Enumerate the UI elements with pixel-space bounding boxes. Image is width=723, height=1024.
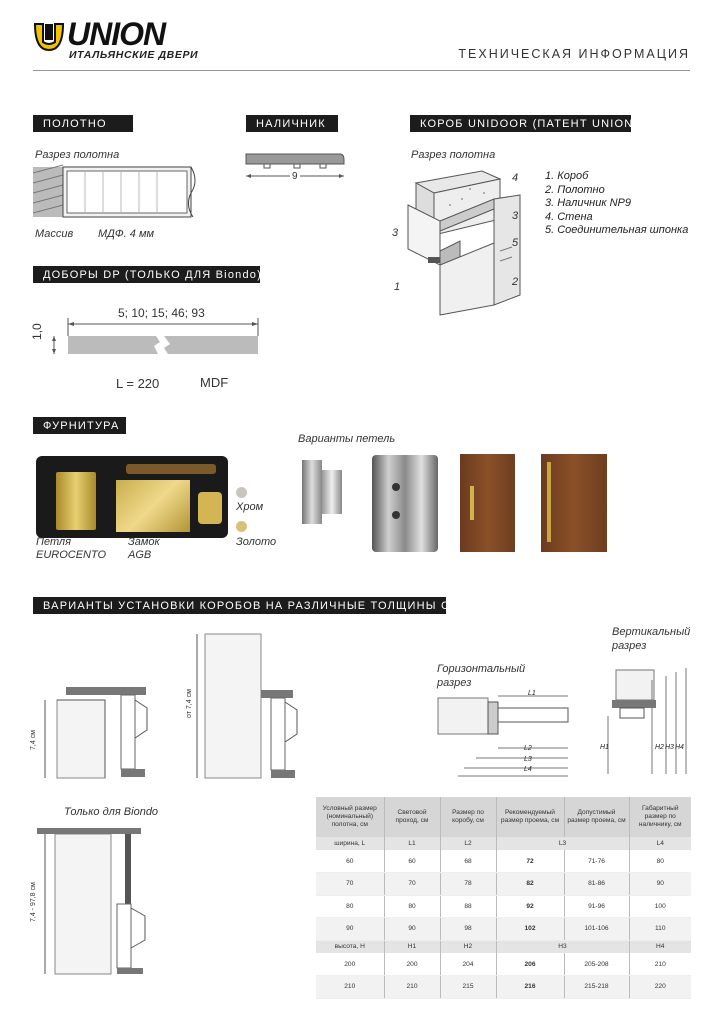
install-dim-2: от 7,4 см (186, 689, 193, 718)
legend-item-4: 4. Стена (545, 210, 593, 223)
table-header-cell: Габаритный размер по наличнику, см (629, 797, 691, 837)
label-hinge-eurocento: EUROCENTO (36, 549, 107, 561)
table-cell: H1 (384, 940, 440, 953)
label-massiv: Массив (35, 228, 74, 240)
korob-callout-5: 5 (512, 237, 519, 249)
extension-board-drawing (40, 316, 265, 366)
label-lock-agb: AGB (128, 549, 152, 561)
biondo-caption: Только для Biondo (64, 806, 159, 818)
label-chrome: Хром (236, 501, 264, 513)
table-cell: L2 (440, 837, 496, 850)
table-cell: 210 (384, 976, 440, 999)
table-row (316, 873, 691, 896)
table-cell: 216 (496, 976, 564, 999)
table-row (316, 895, 691, 918)
table-header-cell: Допустимый размер проема, см (564, 797, 629, 837)
logo-emblem-icon (33, 20, 67, 54)
dim-h3: H3 (665, 744, 674, 751)
install-variant-2-drawing (183, 630, 323, 780)
lock-gold-photo (116, 480, 190, 532)
table-subheader-height (316, 940, 691, 953)
brand-name: UNION (67, 16, 166, 52)
hinge-variant-4-photo (541, 454, 607, 552)
install-variant-1-drawing (33, 684, 173, 780)
hinge-variant-2-photo (372, 455, 438, 552)
label-hinge: Петля (36, 536, 71, 548)
legend-item-3: 3. Наличник NP9 (545, 197, 632, 209)
dobory-widths: 5; 10; 15; 46; 93 (118, 306, 205, 320)
table-cell: высота, H (316, 940, 384, 953)
table-cell: 68 (440, 850, 496, 873)
table-cell: 80 (316, 895, 384, 918)
label-lock: Замок (128, 536, 160, 548)
table-header-cell: Размер по коробу, см (440, 797, 496, 837)
hinge-variant-1-photo (298, 456, 348, 528)
korob-callout-1: 1 (394, 281, 401, 293)
size-table (316, 797, 691, 999)
horizontal-caption-1: Горизонтальный (437, 663, 526, 675)
table-header-cell: Рекомендуемый размер проема, см (496, 797, 564, 837)
horizontal-section-drawing (436, 688, 570, 778)
table-cell: H3 (496, 940, 629, 953)
section-label-polotno: ПОЛОТНО (33, 115, 133, 132)
table-cell: 92 (496, 895, 564, 918)
table-header-row (316, 797, 691, 837)
brand-logo (33, 16, 208, 61)
table-cell: 90 (316, 918, 384, 941)
brand-subtitle: ИТАЛЬЯНСКИЕ ДВЕРИ (69, 49, 199, 61)
table-cell: 71-76 (564, 850, 629, 873)
table-cell: 91-96 (564, 895, 629, 918)
table-cell: H4 (629, 940, 691, 953)
table-cell: 110 (629, 918, 691, 941)
page-title: ТЕХНИЧЕСКАЯ ИНФОРМАЦИЯ (458, 47, 690, 61)
table-cell: 70 (384, 873, 440, 896)
table-cell: 200 (316, 953, 384, 976)
korob-callout-4: 4 (512, 172, 519, 184)
header-divider (33, 70, 690, 71)
table-cell: 101-106 (564, 918, 629, 941)
vertical-section-drawing (604, 656, 694, 776)
table-cell: 81-86 (564, 873, 629, 896)
table-cell: 98 (440, 918, 496, 941)
table-cell: 88 (440, 895, 496, 918)
korob-legend (545, 170, 688, 238)
table-cell: 100 (629, 895, 691, 918)
table-cell: 60 (316, 850, 384, 873)
table-cell: 215-218 (564, 976, 629, 999)
horizontal-caption-2: разрез (437, 677, 472, 689)
dim-l1: L1 (528, 690, 536, 697)
table-cell: 206 (496, 953, 564, 976)
korob-callout-2: 2 (512, 276, 519, 288)
table-cell: 210 (629, 953, 691, 976)
table-cell: 200 (384, 953, 440, 976)
legend-item-5: 5. Соединительная шпонка (545, 224, 689, 236)
vertical-caption-1: Вертикальный (612, 626, 691, 638)
korob-callout-3-right: 3 (512, 210, 519, 222)
table-cell: 60 (384, 850, 440, 873)
label-gold: Золото (236, 536, 277, 548)
section-label-nalichnik: НАЛИЧНИК (246, 115, 338, 132)
install-dim-1: 7,4 см (30, 730, 37, 750)
table-cell: 204 (440, 953, 496, 976)
table-header-cell: Световой проход, см (384, 797, 440, 837)
table-cell: 210 (316, 976, 384, 999)
table-cell: 70 (316, 873, 384, 896)
nalichnik-dim: 9 (292, 171, 298, 182)
table-cell: 80 (384, 895, 440, 918)
dobory-length: L = 220 (116, 376, 160, 391)
hinge-gold-photo (56, 472, 96, 530)
table-cell: 78 (440, 873, 496, 896)
install-variant-biondo-drawing (33, 826, 163, 976)
table-cell: ширина, L (316, 837, 384, 850)
dim-h2: H2 (655, 744, 664, 751)
dobory-material: MDF (200, 375, 229, 390)
table-header-cell: Условный размер (номинальный) полотна, см (316, 797, 384, 837)
legend-item-1: 1. Короб (545, 170, 589, 182)
table-row (316, 976, 691, 999)
install-dim-3: 7,4 - 97,8 см (30, 882, 37, 922)
handle-gold-photo (198, 492, 222, 524)
dobory-thickness: 1,0 (30, 323, 44, 340)
dim-l4: L4 (524, 766, 532, 773)
hardware-kit-photo (36, 456, 228, 538)
table-cell: 205-208 (564, 953, 629, 976)
door-section-drawing (33, 163, 213, 225)
korob-callout-3-left: 3 (392, 227, 399, 239)
table-cell: 90 (629, 873, 691, 896)
section-label-dobory: ДОБОРЫ DP (ТОЛЬКО ДЛЯ Biondo) (33, 266, 260, 283)
korob-caption: Разрез полотна (411, 149, 496, 161)
legend-item-2: 2. Полотно (545, 183, 605, 196)
table-row (316, 953, 691, 976)
screws-photo (126, 464, 216, 474)
table-cell: H2 (440, 940, 496, 953)
dim-h4: H4 (675, 744, 684, 751)
swatch-chrome (236, 487, 247, 498)
table-cell: L1 (384, 837, 440, 850)
table-cell: L3 (496, 837, 629, 850)
table-cell: 215 (440, 976, 496, 999)
table-cell: 220 (629, 976, 691, 999)
table-cell: 72 (496, 850, 564, 873)
table-cell: L4 (629, 837, 691, 850)
section-label-furnitura: ФУРНИТУРА (33, 417, 126, 434)
hinge-variant-3-photo (460, 454, 515, 552)
table-row (316, 918, 691, 941)
table-cell: 102 (496, 918, 564, 941)
section-label-install: ВАРИАНТЫ УСТАНОВКИ КОРОБОВ НА РАЗЛИЧНЫЕ ТОЛЩИНЫ СТЕН (33, 597, 446, 614)
dim-l2: L2 (524, 745, 532, 752)
table-cell: 82 (496, 873, 564, 896)
dim-h1: H1 (600, 744, 609, 751)
table-row (316, 850, 691, 873)
dim-l3: L3 (524, 756, 532, 763)
frame-3d-drawing (400, 165, 528, 317)
label-mdf-4mm: МДФ. 4 мм (98, 228, 155, 240)
section-label-korob: КОРОБ UNIDOOR (ПАТЕНТ UNION) (410, 115, 631, 132)
table-subheader-width (316, 837, 691, 850)
swatch-gold (236, 521, 247, 532)
polotno-caption: Разрез полотна (35, 149, 120, 161)
table-cell: 90 (384, 918, 440, 941)
table-cell: 80 (629, 850, 691, 873)
vertical-caption-2: разрез (612, 640, 647, 652)
hinges-caption: Варианты петель (298, 433, 396, 445)
